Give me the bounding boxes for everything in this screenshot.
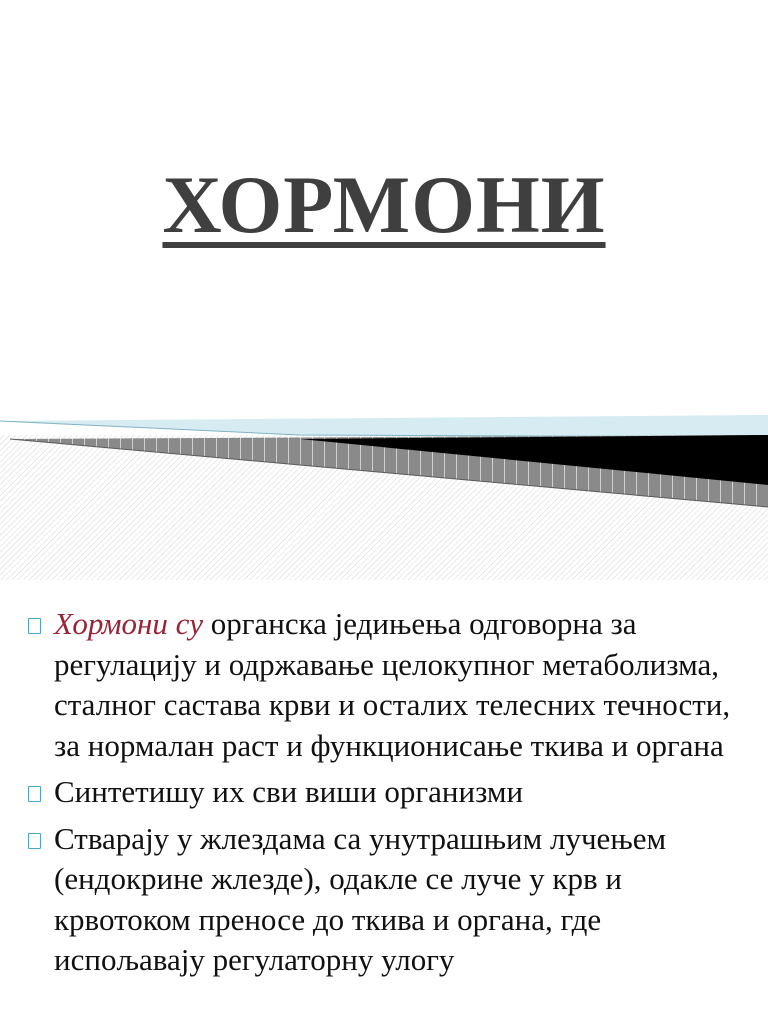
square-bullet-icon xyxy=(28,833,41,849)
list-item xyxy=(28,604,748,766)
decorative-wedge-band xyxy=(0,405,768,580)
slide-title: ХОРМОНИ xyxy=(162,159,606,250)
list-item xyxy=(28,819,748,981)
list-item xyxy=(28,772,748,813)
bullet-text: Стварају у жлездама са унутрашњим лучењем (ендокрине жлезде), одакле се луче у крв и крвотоком преносе до ткива и органа, где испољавају регулаторну улогу xyxy=(54,820,667,977)
square-bullet-icon xyxy=(28,618,41,634)
highlighted-term: Хормони су xyxy=(54,606,203,641)
bullet-text: Синтетишу их сви виши организми xyxy=(54,774,524,809)
square-bullet-icon xyxy=(28,786,41,802)
bullet-list xyxy=(28,604,748,987)
bullet-text: органска једињења одговорна за регулацију и одржавање целокупног метаболизма, сталног састава крви и осталих телесних течности, за нормалан раст и функционисање ткива и органа xyxy=(54,606,731,763)
